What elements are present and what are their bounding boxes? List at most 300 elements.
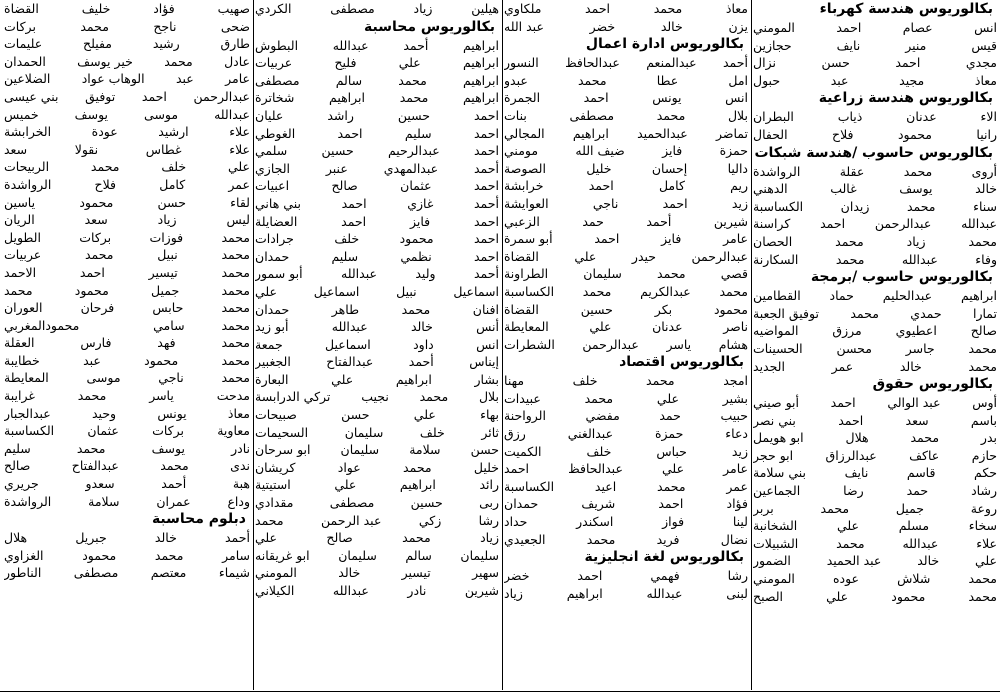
name-part: محمد xyxy=(968,571,997,587)
name-part: بركات xyxy=(152,423,184,439)
name-part: سلامة xyxy=(88,493,120,509)
name-part: رشا xyxy=(727,568,748,584)
name-row xyxy=(504,318,748,336)
name-part: تركي الدرابسة xyxy=(255,389,331,405)
name-part: عبدالله xyxy=(961,216,997,232)
name-part: حماد xyxy=(829,288,854,304)
name-part: انس xyxy=(725,90,748,106)
name-part: فايز xyxy=(661,231,682,247)
name-part: احمد xyxy=(337,125,363,141)
name-part: حبيب xyxy=(720,408,748,424)
name-row xyxy=(4,229,250,247)
name-part: المواضيه xyxy=(753,323,799,339)
name-part: سليمان xyxy=(460,547,499,563)
name-part: جاسر xyxy=(905,340,935,356)
name-part: عبيدات xyxy=(504,390,541,406)
name-part: فايز xyxy=(662,143,683,159)
bottom-rule xyxy=(0,691,1000,692)
name-part: خليل xyxy=(586,160,612,176)
name-row xyxy=(753,358,997,376)
name-row xyxy=(504,160,748,178)
name-row xyxy=(255,160,499,178)
name-part: أبو سمرة xyxy=(504,231,553,247)
section-heading: دبلوم محاسبة xyxy=(151,511,246,528)
name-part: عمر xyxy=(228,176,250,192)
name-part: الحسينات xyxy=(753,340,803,356)
name-row xyxy=(504,177,748,195)
name-part: الحفال xyxy=(753,126,788,142)
name-part: معاوية xyxy=(217,423,250,439)
name-part: الاحمد xyxy=(4,264,37,280)
name-row xyxy=(504,495,748,513)
name-part: يوسف xyxy=(74,106,109,122)
name-part: المومني xyxy=(753,20,795,35)
name-row xyxy=(255,177,499,195)
name-part: بني نصر xyxy=(753,412,796,428)
name-part: خالد xyxy=(917,553,940,569)
name-part: بركات xyxy=(79,229,112,245)
name-part: احمد xyxy=(474,178,499,194)
name-part: عبدالله xyxy=(332,37,369,53)
name-part: داليا xyxy=(727,160,748,176)
name-part: مومني xyxy=(504,143,539,159)
name-row xyxy=(4,176,250,194)
name-row xyxy=(255,230,499,248)
name-part: محمد xyxy=(719,283,748,299)
name-part: أحمد xyxy=(403,37,429,53)
name-part: بني سلامة xyxy=(753,465,807,481)
column-4 xyxy=(4,0,250,690)
name-part: سهير xyxy=(472,565,499,581)
name-part: يوسف xyxy=(151,440,185,456)
name-part: الدهني xyxy=(753,181,788,197)
name-part: اسماعيل xyxy=(453,283,499,299)
name-part: عبدالحميد xyxy=(637,125,688,141)
name-part: منير xyxy=(905,37,927,53)
name-part: قاسم xyxy=(906,465,936,481)
name-part: العوايشة xyxy=(504,195,549,211)
name-part: سخاء xyxy=(968,518,997,534)
name-part: صالح xyxy=(326,530,353,546)
name-part: محمد xyxy=(968,233,997,249)
name-row xyxy=(753,588,997,606)
name-part: ابراهيم xyxy=(399,477,436,493)
name-part: روعة xyxy=(970,500,997,516)
name-part: بدر xyxy=(980,430,997,446)
name-row xyxy=(4,387,250,405)
name-part: ناجي xyxy=(592,195,619,211)
name-part: محمد xyxy=(221,247,250,263)
name-part: شلاش xyxy=(897,571,931,587)
name-part: نجيب xyxy=(361,389,389,405)
name-part: محمود xyxy=(713,301,748,317)
name-part: فلاح xyxy=(94,176,117,192)
name-row xyxy=(753,322,997,340)
name-part: وليد xyxy=(415,266,436,282)
name-part: زياد xyxy=(504,585,523,601)
name-part: القضاة xyxy=(504,248,539,264)
name-part: مصطفى xyxy=(329,495,375,511)
name-row xyxy=(753,19,997,37)
name-row xyxy=(753,163,997,181)
name-part: خميس xyxy=(4,106,39,122)
name-part: باسم xyxy=(970,412,997,428)
name-part: محمد xyxy=(656,107,686,123)
name-part: إحسان xyxy=(651,160,688,176)
name-part: محمد xyxy=(221,300,250,316)
name-row xyxy=(504,248,748,266)
name-part: جمعة xyxy=(255,336,283,352)
name-row xyxy=(504,513,748,531)
section-heading: بكالوريوس اقتصاد xyxy=(619,354,744,371)
name-part: رضا xyxy=(843,483,864,499)
name-part: مقدادي xyxy=(255,495,294,511)
name-part: صهيب xyxy=(217,1,250,16)
name-part: ناجي xyxy=(158,370,184,386)
name-part: نبيل xyxy=(396,283,417,299)
name-part: عبدالرحمن xyxy=(691,248,748,264)
name-part: أحمد xyxy=(161,476,187,492)
name-part: زياد xyxy=(480,530,499,546)
name-part: الكردي xyxy=(255,1,292,16)
name-row xyxy=(504,283,748,301)
name-part: محمد xyxy=(657,266,686,282)
name-row xyxy=(255,547,499,565)
name-part: محمد xyxy=(221,335,250,351)
name-part: عبدالحافظ xyxy=(568,461,623,477)
name-part: عبدالكريم xyxy=(640,283,691,299)
name-part: الجغبير xyxy=(255,354,291,370)
name-part: محمود xyxy=(82,547,117,563)
name-part: القضاة xyxy=(4,1,39,16)
name-part: كراسنة xyxy=(753,216,791,232)
name-part: مرزق xyxy=(832,323,862,339)
name-part: عصام xyxy=(902,20,933,35)
name-part: طاهر xyxy=(331,301,360,317)
name-part: الرواشدة xyxy=(4,176,52,192)
name-part: اعطيوي xyxy=(895,323,937,339)
name-part: فؤاد xyxy=(153,1,175,16)
name-row xyxy=(255,195,499,213)
name-part: انس xyxy=(974,20,997,35)
name-part: نادر xyxy=(407,583,427,598)
name-row xyxy=(753,464,997,482)
name-row xyxy=(255,54,499,72)
name-part: عبدالله xyxy=(901,251,938,267)
name-part: غازي xyxy=(407,195,434,211)
name-part: الجماعين xyxy=(753,483,801,499)
name-part: علاء xyxy=(229,124,250,140)
name-row xyxy=(255,72,499,90)
name-row xyxy=(504,460,748,478)
name-part: الجديد xyxy=(753,358,785,374)
name-row xyxy=(4,317,250,335)
name-row xyxy=(255,441,499,459)
name-part: حسين xyxy=(321,143,354,159)
name-part: حسن xyxy=(341,407,370,423)
name-part: شخاترة xyxy=(255,90,295,106)
name-part: علي xyxy=(255,283,278,299)
name-part: محمد xyxy=(255,512,284,528)
name-part: المومني xyxy=(753,571,795,587)
name-part: مصطفى xyxy=(330,1,375,16)
name-part: عامر xyxy=(225,71,250,87)
name-row xyxy=(255,459,499,477)
name-part: وداع xyxy=(227,493,250,509)
name-part: سليمان xyxy=(340,442,380,458)
name-part: خلف xyxy=(586,443,612,459)
name-part: علي xyxy=(974,553,997,569)
name-row xyxy=(4,369,250,387)
name-part: محمود xyxy=(399,231,434,247)
name-row xyxy=(255,248,499,266)
name-row xyxy=(4,35,250,53)
name-part: سعد xyxy=(84,212,108,228)
name-row xyxy=(753,305,997,323)
name-part: عوده xyxy=(832,571,860,587)
name-part: حازم xyxy=(971,447,997,463)
name-part: محمد xyxy=(84,247,114,263)
name-part: احمد xyxy=(474,107,499,123)
name-part: صالح xyxy=(331,178,358,194)
name-part: ثائر xyxy=(481,424,499,440)
name-row xyxy=(4,475,250,493)
name-part: العقلة xyxy=(4,335,35,351)
name-part: القضاة xyxy=(504,301,539,317)
name-part: السحيمات xyxy=(255,424,309,440)
name-part: خرابشة xyxy=(504,178,544,194)
name-part: معاذ xyxy=(974,72,997,88)
name-row xyxy=(4,123,250,141)
name-part: عبد xyxy=(83,352,101,368)
name-row xyxy=(504,301,748,319)
name-part: عطا xyxy=(656,72,679,88)
name-part: احمد xyxy=(658,496,684,512)
name-part: ارشيد xyxy=(158,124,189,140)
name-part: حسن xyxy=(470,442,499,458)
name-part: محمد xyxy=(910,430,940,446)
name-part: حمدان xyxy=(255,248,290,264)
name-part: محمد xyxy=(398,72,427,88)
name-part: احمد xyxy=(504,461,530,477)
name-part: عبدالله xyxy=(332,583,369,598)
name-part: الصوصة xyxy=(504,160,546,176)
name-part: نظمي xyxy=(400,248,432,264)
name-row xyxy=(4,334,250,352)
name-part: مجدي xyxy=(965,55,997,71)
name-part: حسين xyxy=(410,495,443,511)
name-part: معتصم xyxy=(150,565,187,581)
name-row xyxy=(4,0,250,18)
name-part: غالب xyxy=(830,181,857,197)
name-row xyxy=(4,352,250,370)
column-divider xyxy=(751,0,752,690)
name-part: محمد xyxy=(76,440,106,456)
name-part: فهد xyxy=(157,335,176,351)
name-part: حسن xyxy=(821,55,850,71)
name-part: سليمان xyxy=(583,266,622,282)
name-part: فارس xyxy=(80,335,112,351)
name-row xyxy=(753,215,997,233)
name-part: عقلة xyxy=(839,163,865,179)
name-part: تيسير xyxy=(401,565,431,581)
name-part: سليمان xyxy=(344,424,384,440)
name-part: الخرابشة xyxy=(4,124,52,140)
name-row xyxy=(753,233,997,251)
name-part: الضمور xyxy=(753,553,791,569)
name-row xyxy=(753,412,997,430)
name-part: عبدو xyxy=(504,72,528,88)
name-part: اسماعيل xyxy=(313,283,360,299)
name-row xyxy=(4,18,250,36)
name-part: حسين xyxy=(397,107,431,123)
name-part: امجد xyxy=(723,373,748,389)
name-part: الحمدان xyxy=(4,53,46,69)
name-part: الكساسبة xyxy=(504,478,555,494)
name-row xyxy=(753,394,997,412)
name-part: سامر xyxy=(222,547,250,563)
name-part: موسى xyxy=(86,370,121,386)
name-part: محمود xyxy=(144,352,179,368)
name-part: علي xyxy=(589,319,612,335)
name-row xyxy=(4,141,250,159)
name-part: محمد xyxy=(850,305,879,321)
name-part: الرواشدة xyxy=(4,493,52,509)
name-part: زياد xyxy=(413,1,433,16)
name-part: محمد xyxy=(653,1,683,16)
name-part: الربيحات xyxy=(4,159,50,175)
name-part: عليان xyxy=(255,107,284,123)
name-part: ياسر xyxy=(149,388,174,404)
name-part: شيرين xyxy=(713,213,748,229)
name-part: سعد xyxy=(4,141,28,157)
name-part: الوهاب عواد xyxy=(81,71,145,87)
name-row xyxy=(255,336,499,354)
name-part: بركات xyxy=(4,18,36,34)
name-row xyxy=(504,54,748,72)
name-row xyxy=(255,0,499,18)
name-part: احمد xyxy=(577,568,603,584)
name-part: سناء xyxy=(973,198,997,214)
name-part: محمد xyxy=(835,251,865,267)
name-part: احمد xyxy=(820,216,846,232)
name-part: محمود xyxy=(891,588,926,604)
name-part: حمزة xyxy=(719,143,748,159)
name-part: ياسين xyxy=(4,194,36,210)
name-part: عادل xyxy=(224,53,250,69)
name-row xyxy=(4,564,250,582)
name-row xyxy=(504,72,748,90)
name-part: وحيد xyxy=(91,405,117,421)
name-part: لبنى xyxy=(726,585,748,601)
name-row xyxy=(4,158,250,176)
name-part: لينا xyxy=(732,514,748,530)
name-part: ضيف الله xyxy=(575,143,625,159)
name-row xyxy=(753,429,997,447)
name-part: خلف xyxy=(161,159,187,175)
name-part: علي xyxy=(837,518,860,534)
name-row xyxy=(504,407,748,425)
name-row xyxy=(753,126,997,144)
name-part: محمد xyxy=(403,459,432,475)
name-part: خضر xyxy=(504,568,530,584)
name-part: عبدالله xyxy=(331,319,368,335)
name-part: صالح xyxy=(970,323,997,339)
name-row xyxy=(753,570,997,588)
name-part: ابراهيم xyxy=(462,55,499,71)
name-part: عمر xyxy=(726,478,748,494)
name-part: عثمان xyxy=(400,178,432,194)
name-row xyxy=(504,265,748,283)
name-row xyxy=(255,353,499,371)
name-part: خليل xyxy=(473,459,499,475)
name-part: حداد xyxy=(504,514,528,530)
name-row xyxy=(753,180,997,198)
name-part: بلال xyxy=(727,107,748,123)
name-part: احمد xyxy=(662,195,688,211)
name-part: احمد xyxy=(594,231,620,247)
name-row xyxy=(504,0,748,18)
name-part: أنس xyxy=(476,319,499,335)
name-part: حبول xyxy=(753,72,781,88)
name-part: هيلين xyxy=(471,1,499,16)
name-part: افنان xyxy=(472,301,499,317)
name-row xyxy=(4,264,250,282)
name-part: يونس xyxy=(157,405,187,421)
name-part: أبو زيد xyxy=(255,319,289,335)
name-part: احمد xyxy=(836,20,862,35)
section-heading: بكالوريوس حاسوب /هندسة شبكات xyxy=(754,144,993,161)
name-part: احمد xyxy=(141,88,167,104)
name-row xyxy=(504,125,748,143)
name-row xyxy=(504,531,748,549)
name-part: عبدالحافظ xyxy=(565,55,620,71)
name-part: سليمان xyxy=(338,547,377,563)
name-part: معاذ xyxy=(227,405,250,421)
name-row xyxy=(255,107,499,125)
name-part: جبريل xyxy=(75,530,107,546)
name-part: علي xyxy=(334,477,357,493)
name-part: اسماعيل xyxy=(325,336,371,352)
name-part: احمد xyxy=(79,264,105,280)
name-part: محمد xyxy=(401,301,431,317)
name-row xyxy=(255,89,499,107)
name-row xyxy=(255,213,499,231)
name-part: محمد xyxy=(646,373,675,389)
name-part: عواد xyxy=(337,459,361,475)
name-row xyxy=(504,142,748,160)
name-part: سالم xyxy=(405,547,432,563)
name-row xyxy=(753,482,997,500)
name-part: عبدالجبار xyxy=(4,405,51,421)
name-part: خالد xyxy=(660,18,683,34)
name-part: عبدالرحمن xyxy=(582,336,639,352)
name-part: خلف xyxy=(572,373,598,389)
name-part: بشير xyxy=(722,390,748,406)
name-part: احمد xyxy=(583,90,609,106)
name-part: جميل xyxy=(151,282,180,298)
name-part: عدنان xyxy=(652,319,683,335)
name-part: علي xyxy=(574,248,597,264)
name-part: أبو سمور xyxy=(255,266,303,282)
name-row xyxy=(504,213,748,231)
name-part: محمد xyxy=(221,264,250,280)
name-part: شيرين xyxy=(464,583,499,598)
name-part: البعارة xyxy=(255,371,289,387)
name-part: محمد xyxy=(836,535,865,551)
name-part: تيسير xyxy=(148,264,178,280)
name-row xyxy=(255,37,499,55)
